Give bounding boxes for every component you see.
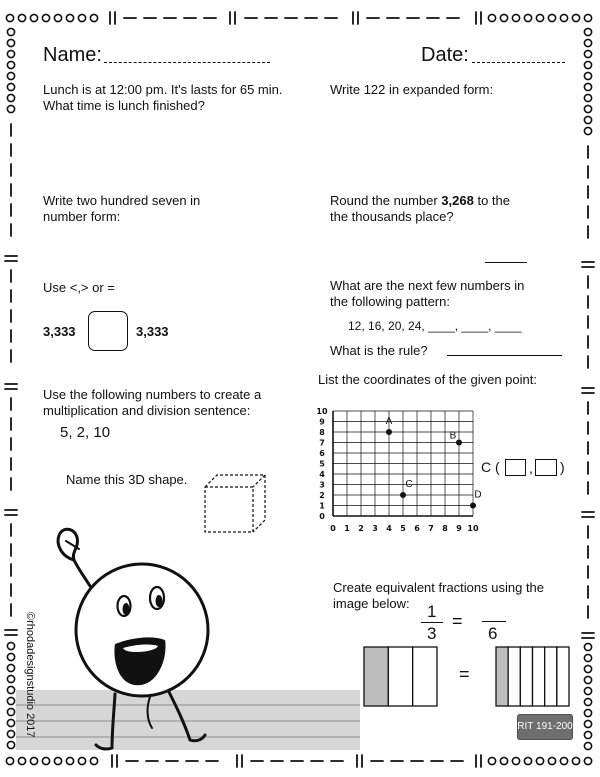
unshaded-part [508,647,520,706]
y-axis-tick-label: 7 [319,438,325,448]
shaded-part [496,647,508,706]
unshaded-part [545,647,557,706]
y-axis-tick-label: 1 [319,501,325,511]
fraction-numerator: 1 [427,602,437,621]
cube-side-face [253,475,265,532]
compare-prompt: Use <,> or = [43,280,115,295]
grid-point-label-b: B [449,430,457,442]
multiplication-numbers: 5, 2, 10 [60,424,111,441]
expanded-form-question: Write 122 in expanded form: [330,82,494,97]
grid-point-b [456,440,462,446]
compare-right-value: 3,333 [136,324,169,339]
rounding-number: 3,268 [441,193,474,208]
multiplication-question-line-1: Use the following numbers to create a [43,387,262,402]
cube-shape [205,475,265,532]
pattern-sequence: 12, 16, 20, 24, ____, ____, ____ [348,319,522,333]
x-axis-tick-label: 7 [428,524,434,533]
pattern-question-line-1: What are the next few numbers in [330,278,525,293]
fraction-equals-sign: = [452,611,463,631]
character-raised-arm [74,560,92,589]
fractions-question-line-1: Create equivalent fractions using the [333,580,545,595]
pattern-question [330,278,524,310]
x-axis-tick-label: 1 [344,524,350,533]
rounding-question [330,193,510,225]
coordinates-answer-close: ) [560,459,565,475]
unshaded-part [557,647,569,706]
cube-top-face [205,475,265,487]
grid-point-c [400,492,406,498]
fraction-denominator: 3 [427,624,437,643]
lunch-question [43,82,282,114]
y-axis-tick-label: 6 [319,449,325,458]
grid-point-label-a: A [385,416,393,427]
unshaded-part [413,647,437,706]
rit-level-badge: RIT 191-200 [517,714,573,740]
grid-point-label-d: D [474,489,482,501]
x-axis-tick-label: 4 [386,524,392,533]
bars-equals-sign: = [459,664,470,684]
paper-band [16,690,360,750]
lunch-question-line-1: Lunch is at 12:00 pm. It's lasts for 65 min. [43,82,283,97]
character-right-pupil [156,595,163,607]
x-axis-tick-label: 6 [414,524,420,533]
y-axis-tick-label: 10 [316,407,328,416]
x-axis-tick-label: 3 [372,524,378,533]
pattern-rule-answer-line[interactable] [447,355,562,356]
x-axis-tick-label: 5 [400,524,406,533]
lined-paper-strip [16,690,360,750]
x-axis-tick-label: 2 [358,524,364,533]
name-field[interactable] [104,62,270,63]
multiplication-question-line-2: multiplication and division sentence: [43,403,251,418]
pattern-rule-prompt: What is the rule? [330,343,428,358]
coordinates-answer-open: C ( [481,459,500,475]
grid-point-label-c: C [405,479,413,490]
unshaded-part [520,647,532,706]
fraction-bar-line [421,622,443,623]
compare-left-value: 3,333 [43,324,76,339]
date-label: Date: [421,44,469,66]
y-axis-tick-label: 8 [319,428,325,437]
pattern-question-line-2: the following pattern: [330,294,450,309]
unshaded-part [533,647,545,706]
rounding-suffix: to the [473,193,510,208]
coordinate-x-answer-box[interactable] [505,459,526,476]
target-denominator: 6 [488,624,498,643]
number-form-line-2: number form: [43,209,121,224]
y-axis-tick-label: 9 [319,417,325,427]
missing-numerator-line[interactable] [482,621,506,622]
number-form-line-1: Write two hundred seven in [43,193,201,208]
rounding-answer-line[interactable] [485,262,527,263]
coordinate-y-answer-box[interactable] [535,459,557,476]
unshaded-part [388,647,412,706]
x-axis-tick-label: 0 [330,524,336,533]
character-hand [58,529,77,560]
cube-front-face [205,487,253,532]
name-label: Name: [43,44,102,66]
rounding-prefix: Round the number [330,193,442,208]
coordinates-separator: , [529,460,533,476]
compare-answer-box[interactable] [88,311,128,351]
number-form-question [43,193,200,225]
thirds-bar [364,647,437,706]
date-field[interactable] [472,62,565,63]
fractions-question-line-2: image below: [333,596,410,611]
rounding-question-line-2: the thousands place? [330,209,454,224]
coordinates-prompt: List the coordinates of the given point: [318,372,537,387]
coordinate-grid [316,407,481,533]
y-axis-tick-label: 4 [319,470,325,479]
rounding-question-line-1 [330,193,510,209]
copyright-text: ©rhodadesignstudio 2017 [24,612,36,738]
fractions-question [333,580,544,612]
character-left-pupil [123,603,130,615]
grid-point-d [470,503,476,509]
grid-point-a [386,429,392,435]
x-axis-tick-label: 9 [456,524,462,533]
sixths-bar [496,647,569,706]
y-axis-tick-label: 5 [319,459,325,469]
x-axis-tick-label: 10 [467,524,479,533]
y-axis-tick-label: 2 [319,491,325,500]
lunch-question-line-2: What time is lunch finished? [43,98,205,113]
shaded-part [364,647,388,706]
y-axis-tick-label: 3 [319,480,325,490]
y-axis-tick-label: 0 [319,512,325,521]
shape-prompt: Name this 3D shape. [66,472,188,487]
multiplication-question [43,387,261,419]
x-axis-tick-label: 8 [442,524,448,533]
